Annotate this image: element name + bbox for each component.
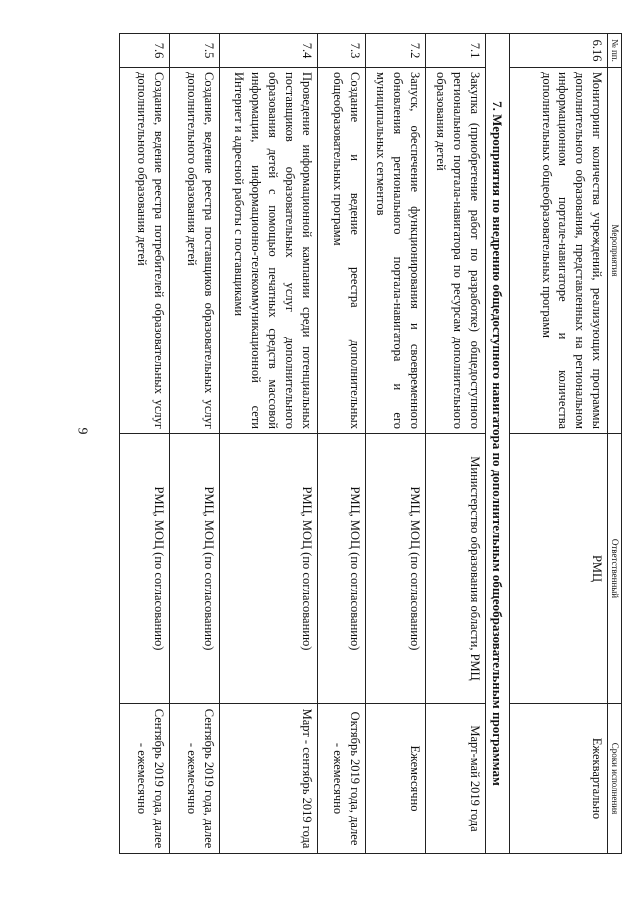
row-responsible: РМЦ, МОЦ (по согласованию) — [219, 434, 317, 704]
row-activity: Закупка (приобретение работ по разработке) общедоступного регионального портала-навигатора по ресурсам дополнительного образования детей — [425, 68, 485, 434]
page-number: 9 — [74, 427, 90, 435]
header-responsible: Ответственный — [608, 434, 622, 704]
row-deadline: Март - сентябрь 2019 года — [219, 704, 317, 854]
row-num: 7.5 — [169, 34, 219, 68]
row-responsible: РМЦ, МОЦ (по согласованию) — [317, 434, 365, 704]
header-num: № пп. — [608, 34, 622, 68]
table-row — [169, 34, 219, 854]
row-responsible: РМЦ, МОЦ (по согласованию) — [169, 434, 219, 704]
row-num: 7.6 — [119, 34, 169, 68]
row-deadline: Март-май 2019 года — [425, 704, 485, 854]
row-activity: Проведение информационной кампании среди потенциальных поставщиков образовательных услуг дополнительного образования детей с помощью печатных средств массовой информации, информационно-телекоммуникационной сети Интернет и адресной работы с поставщиками — [219, 68, 317, 434]
row-responsible: РМЦ, МОЦ (по согласованию) — [365, 434, 425, 704]
row-num: 7.4 — [219, 34, 317, 68]
row-activity: Мониторинг количества учреждений, реализующих программы дополнительного образования, представленных на региональном информационном портале-навигаторе и количества дополнительных общеобразовательных программ — [510, 68, 608, 434]
table-row — [119, 34, 169, 854]
table-header-row — [608, 34, 622, 854]
row-num: 7.1 — [425, 34, 485, 68]
row-deadline: Ежемесячно — [365, 704, 425, 854]
row-activity: Создание и ведение реестра дополнительных общеобразовательных программ — [317, 68, 365, 434]
row-deadline: Октябрь 2019 года, далее - ежемесячно — [317, 704, 365, 854]
section-title: 7. Мероприятия по внедрению общедоступного навигатора по дополнительным общеобразовательным программам — [485, 34, 510, 854]
activities-table — [119, 33, 622, 854]
table-row — [425, 34, 485, 854]
table-row — [219, 34, 317, 854]
table-row — [317, 34, 365, 854]
rotated-table-container — [110, 33, 622, 853]
row-activity: Создание, ведение реестра потребителей образовательных услуг дополнительного образования детей — [119, 68, 169, 434]
table-row — [510, 34, 608, 854]
section-row — [485, 34, 510, 854]
row-activity: Запуск, обеспечение функционирования и своевременного обновления регионального портала-навигатора и его муниципальных сегментов — [365, 68, 425, 434]
header-deadline: Сроки исполнения — [608, 704, 622, 854]
row-responsible: Министерство образования области, РМЦ — [425, 434, 485, 704]
row-num: 7.2 — [365, 34, 425, 68]
row-num: 6.16 — [510, 34, 608, 68]
header-activity: Мероприятия — [608, 68, 622, 434]
table-row — [365, 34, 425, 854]
row-deadline: Сентябрь 2019 года, далее - ежемесячно — [169, 704, 219, 854]
row-activity: Создание, ведение реестра поставщиков образовательных услуг дополнительного образования детей — [169, 68, 219, 434]
row-responsible: РМЦ — [510, 434, 608, 704]
row-num: 7.3 — [317, 34, 365, 68]
row-responsible: РМЦ, МОЦ (по согласованию) — [119, 434, 169, 704]
row-deadline: Ежеквартально — [510, 704, 608, 854]
row-deadline: Сентябрь 2019 года, далее - ежемесячно — [119, 704, 169, 854]
